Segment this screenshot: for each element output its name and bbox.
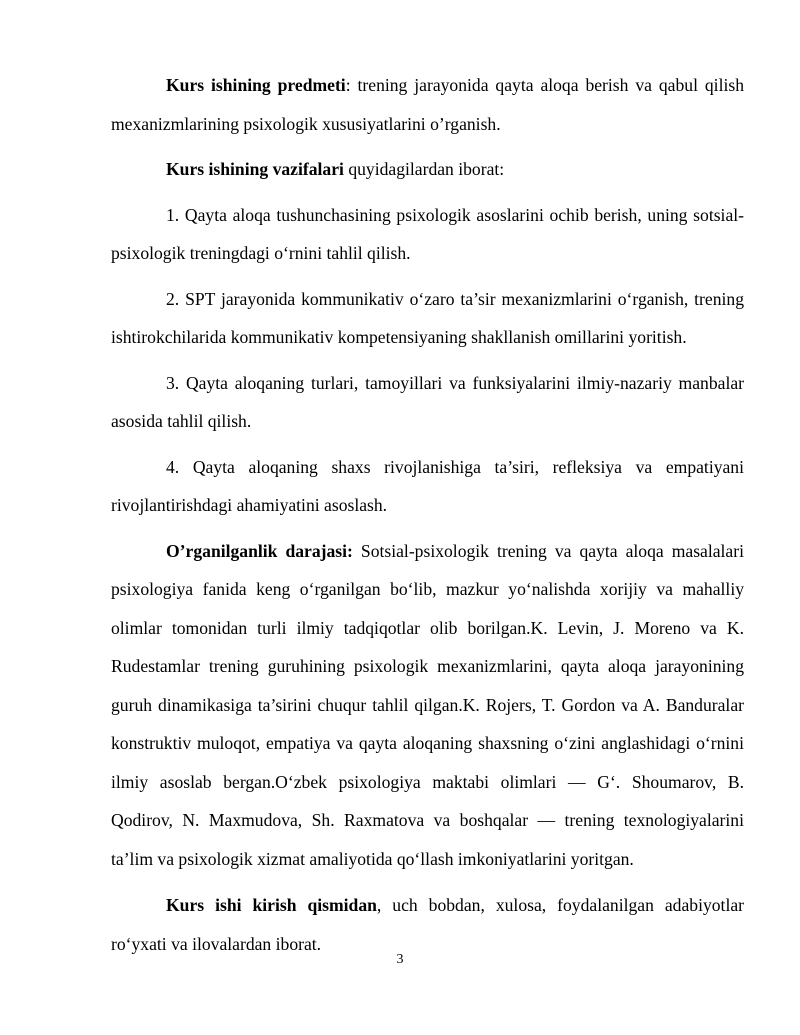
paragraph-text: 2. SPT jarayonida kommunikativ o‘zaro ta’sir mexanizmlarini o‘rganish, trening ishtirokchilarida kommunikativ kompetensiyaning shakllanish omillarini yoritish.: [111, 288, 744, 347]
paragraph-tasks-intro: [111, 150, 744, 189]
paragraph-study-level: [111, 532, 744, 879]
paragraph-text: Sotsial-psixologik trening va qayta aloqa masalalari psixologiya fanida keng o‘rganilgan bo‘lib, mazkur yo‘nalishda xorijiy va mahalliy olimlar tomonidan turli ilmiy tadqiqotlar olib borilgan.K. Levin, J. Moreno va K. Rudestamlar trening guruhining psixologik mexanizmlarini, qayta aloqa jarayonining guruh dinamikasiga ta’sirini chuqur tahlil qilgan.K. Rojers, T. Gordon va A. Banduralar konstruktiv muloqot, empatiya va qayta aloqaning shaxsning o‘zini anglashidagi o‘rnini ilmiy asoslab bergan.O‘zbek psixologiya maktabi olimlari — G‘. Shoumarov, B. Qodirov, N. Maxmudova, Sh. Raxmatova va boshqalar — trening texnologiyalarini ta’lim va psixologik xizmat amaliyotida qo‘llash imkoniyatlarini yoritgan.: [111, 540, 744, 869]
document-page: [111, 66, 744, 963]
paragraph-lead: Kurs ishining predmeti: [166, 75, 346, 95]
paragraph-text: 3. Qayta aloqaning turlari, tamoyillari va funksiyalarini ilmiy-nazariy manbalar asosida tahlil qilish.: [111, 372, 744, 431]
paragraph-text: : trening jarayonida qayta aloqa berish va qabul qilish mexanizmlarining psixologik xususiyatlarini o’rganish.: [111, 75, 744, 134]
paragraph-task-1: [111, 196, 744, 273]
paragraph-subject: [111, 66, 744, 143]
paragraph-lead: Kurs ishining vazifalari: [166, 159, 344, 179]
paragraph-lead: O’rganilganlik darajasi:: [166, 540, 353, 561]
page-number: 3: [396, 952, 404, 967]
paragraph-lead: Kurs ishi kirish qismidan: [166, 895, 377, 915]
paragraph-task-2: [111, 280, 744, 357]
paragraph-text: quyidagilardan iborat:: [343, 159, 505, 179]
paragraph-task-4: [111, 448, 744, 525]
paragraph-task-3: [111, 364, 744, 441]
paragraph-text: 1. Qayta aloqa tushunchasining psixologik asoslarini ochib berish, uning sotsial-psixologik treningdagi o‘rnini tahlil qilish.: [111, 204, 744, 263]
paragraph-text: 4. Qayta aloqaning shaxs rivojlanishiga ta’siri, refleksiya va empatiyani rivojlantirishdagi ahamiyatini asoslash.: [111, 456, 744, 515]
paragraph-text: , uch bobdan, xulosa, foydalanilgan adabiyotlar ro‘yxati va ilovalardan iborat.: [111, 895, 744, 954]
